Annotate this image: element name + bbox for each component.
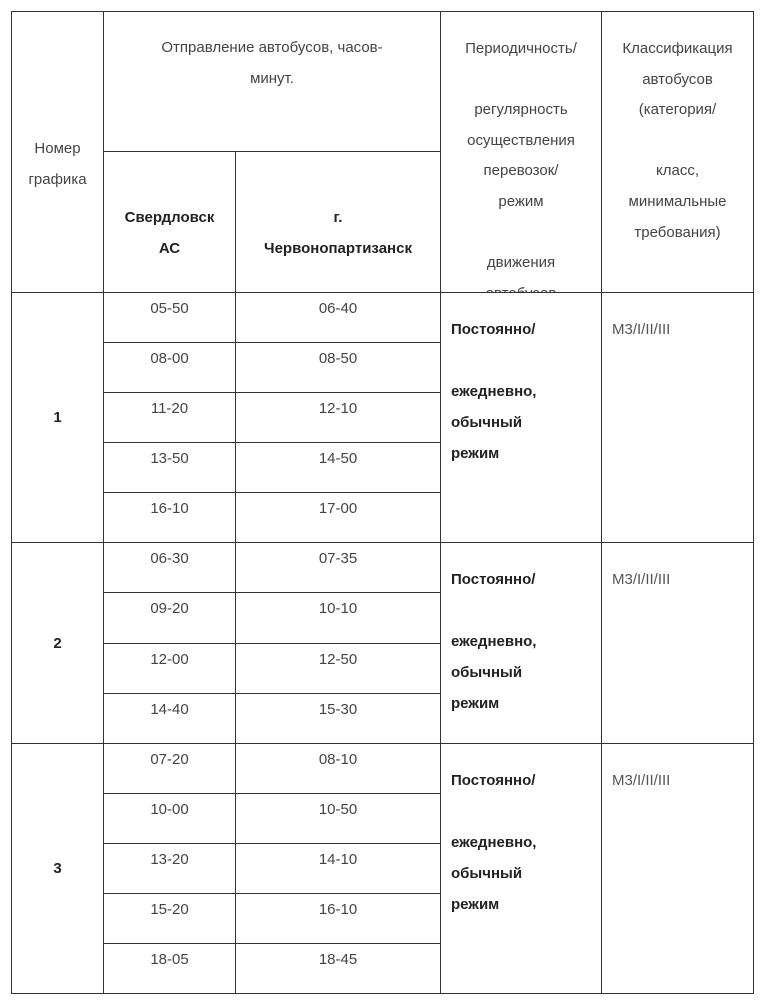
cell-text-line: режим	[451, 695, 500, 712]
departure-time: 08-00	[150, 350, 189, 367]
origin-time-cell	[103, 693, 236, 744]
origin-time-cell	[103, 542, 236, 593]
bus-class: М3/I/II/III	[612, 571, 671, 588]
cell-text-line: автобусов	[642, 70, 713, 88]
cell-text-line: режим	[451, 445, 500, 462]
arrival-time: 18-45	[318, 951, 358, 968]
cell-text-line: перевозок/	[483, 162, 559, 180]
departure-time: 14-40	[150, 701, 189, 718]
destination-time-cell	[235, 893, 441, 944]
cell-text-line: режим	[498, 193, 544, 210]
cell-text-line: движения	[486, 254, 556, 272]
destination-time-cell	[235, 442, 441, 493]
departure-time: 07-20	[150, 751, 189, 768]
cell-text-line: Классификация	[622, 40, 733, 57]
destination-time-cell	[235, 342, 441, 393]
origin-time-cell	[103, 592, 236, 644]
schedule-number-cell	[11, 292, 104, 543]
destination-time-cell	[235, 292, 441, 343]
cell-text-line: г.	[333, 209, 343, 226]
cell-text-line: (категория/	[638, 101, 717, 119]
arrival-time: 16-10	[318, 901, 358, 918]
departure-time: 11-20	[150, 400, 189, 417]
arrival-time: 10-50	[318, 801, 358, 818]
cell-text-line: режим	[451, 896, 500, 913]
cell-text-line: АС	[158, 240, 181, 257]
departure-time: 10-00	[150, 801, 189, 818]
cell-text-line: Постоянно/	[451, 321, 536, 338]
origin-time-cell	[103, 492, 236, 543]
arrival-time: 07-35	[318, 550, 358, 567]
class-cell	[601, 292, 754, 543]
cell-text-line: ежедневно,	[451, 834, 537, 851]
arrival-time: 06-40	[318, 300, 358, 317]
header-periodicity	[440, 11, 602, 293]
destination-time-cell	[235, 542, 441, 593]
destination-time-cell	[235, 392, 441, 443]
cell-text-line: Свердловск	[124, 209, 215, 226]
origin-time-cell	[103, 893, 236, 944]
cell-text-line: осуществления	[467, 131, 575, 149]
origin-time-cell	[103, 943, 236, 994]
arrival-time: 14-10	[318, 851, 358, 868]
header-destination	[235, 151, 441, 293]
cell-text-line: минимальные	[628, 193, 727, 210]
origin-time-cell	[103, 292, 236, 343]
arrival-time: 12-50	[318, 651, 358, 668]
arrival-time: 08-10	[318, 751, 358, 768]
schedule-number-cell	[11, 542, 104, 744]
arrival-time: 15-30	[318, 701, 358, 718]
cell-text-line: обычный	[451, 414, 523, 431]
bus-class: М3/I/II/III	[612, 772, 671, 789]
destination-time-cell	[235, 743, 441, 794]
destination-time-cell	[235, 592, 441, 644]
cell-text-line: Постоянно/	[451, 571, 536, 588]
header-origin	[103, 151, 236, 293]
departure-time: 09-20	[150, 600, 189, 617]
cell-text-line: обычный	[451, 664, 523, 681]
arrival-time: 08-50	[318, 350, 358, 367]
schedule-number: 1	[53, 409, 62, 426]
header-departure	[103, 11, 441, 152]
cell-text-line: требования)	[634, 223, 721, 241]
arrival-time: 17-00	[318, 500, 358, 517]
departure-time: 05-50	[150, 300, 189, 317]
cell-text-line: минут.	[250, 70, 294, 87]
departure-time: 18-05	[150, 951, 189, 968]
departure-time: 13-20	[150, 851, 189, 868]
destination-time-cell	[235, 693, 441, 744]
cell-text-line: Периодичность/	[465, 40, 577, 57]
cell-text-line: графика	[28, 171, 87, 188]
schedule-number: 2	[53, 634, 62, 652]
cell-text-line: ежедневно,	[451, 633, 537, 650]
mode-cell	[440, 743, 602, 994]
destination-time-cell	[235, 793, 441, 844]
departure-time: 12-00	[150, 651, 189, 668]
departure-time: 06-30	[150, 550, 189, 567]
origin-time-cell	[103, 392, 236, 443]
destination-time-cell	[235, 643, 441, 694]
cell-text-line: Червонопартизанск	[264, 240, 412, 257]
arrival-time: 12-10	[318, 400, 358, 417]
header-schedule-number	[11, 11, 104, 293]
origin-time-cell	[103, 342, 236, 393]
cell-text-line: Постоянно/	[451, 772, 536, 789]
destination-time-cell	[235, 943, 441, 994]
arrival-time: 10-10	[318, 600, 358, 617]
schedule-number: 3	[53, 860, 62, 877]
origin-time-cell	[103, 643, 236, 694]
departure-time: 16-10	[150, 500, 189, 517]
cell-text-line: обычный	[451, 865, 523, 882]
bus-class: М3/I/II/III	[612, 321, 671, 338]
class-cell	[601, 542, 754, 744]
origin-time-cell	[103, 793, 236, 844]
mode-cell	[440, 542, 602, 744]
cell-text-line: ежедневно,	[451, 383, 537, 400]
destination-time-cell	[235, 843, 441, 894]
arrival-time: 14-50	[318, 450, 358, 467]
origin-time-cell	[103, 442, 236, 493]
departure-time: 15-20	[150, 901, 189, 918]
mode-cell	[440, 292, 602, 543]
cell-text-line: регулярность	[474, 101, 568, 119]
departure-time: 13-50	[150, 450, 189, 467]
schedule-number-cell	[11, 743, 104, 994]
origin-time-cell	[103, 743, 236, 794]
destination-time-cell	[235, 492, 441, 543]
cell-text-line: Номер	[34, 140, 81, 157]
origin-time-cell	[103, 843, 236, 894]
header-classification	[601, 11, 754, 293]
class-cell	[601, 743, 754, 994]
cell-text-line: Отправление автобусов, часов-	[161, 39, 383, 56]
cell-text-line: класс,	[656, 162, 699, 180]
